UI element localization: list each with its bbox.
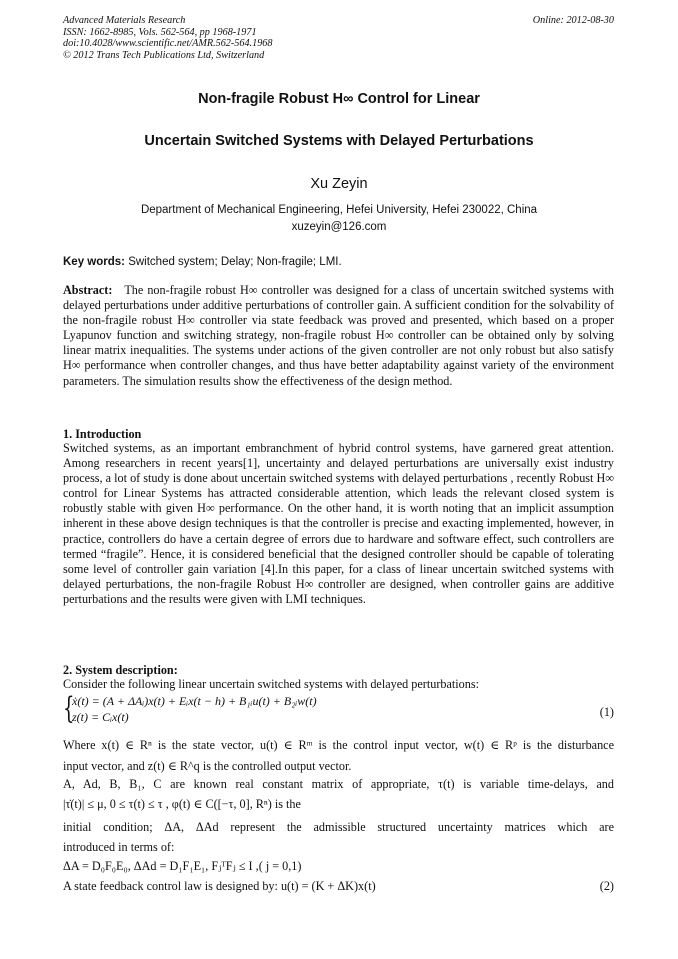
equation-1-line-2: z(t) = Cᵢx(t) [72,710,129,724]
where-line-2: input vector, and z(t) ∈ R^q is the controlled output vector. [63,759,352,773]
matrices-line: A, Ad, B, B₁, C are known real constant matrix of appropriate, τ(t) is variable time-delays, and [63,777,614,791]
title-line-2: Uncertain Switched Systems with Delayed Perturbations [144,133,534,149]
doi-line: doi:10.4028/www.scientific.net/AMR.562-564.1968 [63,38,273,49]
equation-2-number: (2) [599,879,614,893]
control-law: A state feedback control law is designed by: u(t) = (K + ΔK)x(t) [63,879,376,893]
journal-name: Advanced Materials Research [63,15,186,26]
equation-brace: { [63,691,75,726]
keywords [63,256,342,268]
issn-line: ISSN: 1662-8985, Vols. 562-564, pp 1968-1971 [63,26,257,38]
keywords-text: Switched system; Delay; Non-fragile; LMI. [128,256,342,268]
condition-line: |τ̇(t)| ≤ μ, 0 ≤ τ(t) ≤ τ , φ(t) ∈ C([−τ, 0], Rⁿ) is the [63,797,301,811]
author-name: Xu Zeyin [310,176,368,192]
affiliation: Department of Mechanical Engineering, Hefei University, Hefei 230022, China [140,204,538,216]
section-1-heading: 1. Introduction [63,427,142,441]
introduced-line: introduced in terms of: [63,840,175,854]
section-2-heading: 2. System description: [63,663,178,677]
online-date: Online: 2012-08-30 [532,15,614,26]
equation-1-line-1: ẋ(t) = (A + ΔAᵢ)x(t) + Eᵢx(t − h) + B₁ᵢu(t) + B₂ᵢw(t) [72,694,317,708]
title-line-1: Non-fragile Robust H∞ Control for Linear [198,91,480,107]
system-intro: Consider the following linear uncertain switched systems with delayed perturbations: [63,677,479,691]
journal-header [63,15,272,61]
initial-condition-line: initial condition; ΔA, ΔAd represent the admissible structured uncertainty matrices which are [63,820,614,834]
keywords-label: Key words: [63,256,125,268]
introduction-text: Switched systems, as an important embranchment of hybrid control systems, have garnered great attention. Among researchers in recent years[1], uncertainty and delayed perturbations are universally exist industry process, a lot of study is done about uncertain switched systems with delayed perturbations , recently Robust H∞ control for Linear Systems has attracted considerable attention, which leads the relevant closed system is robustly stable with given H∞ performance. On the other hand, it is worth noting that an implicit assumption inherent in these above design techniques is that the controller is precise and exacting implemented, however, in practice, controllers do have a certain degree of errors due to hardware and software effect, such controllers are termed “fragile”. Hence, it is considered beneficial that the designed controller should be capable of tolerating some level of controller gain variation [4].In this paper, for a class of linear uncertain switched systems with delayed perturbations, the non-fragile Robust H∞ controller are designed, when controller gains are additive perturbations and the results were given with LMI techniques. [63,441,614,606]
where-line: Where x(t) ∈ Rⁿ is the state vector, u(t) ∈ Rᵐ is the control input vector, w(t) ∈ Rᵖ is the disturbance [63,738,614,752]
uncertainty-equation: ΔA = D₀F₀E₀, ΔAd = D₁F₁E₁, FⱼᵀFⱼ ≤ I ,( j = 0,1) [63,859,302,873]
abstract [63,283,614,389]
author-email: xuzeyin@126.com [291,221,387,233]
equation-1-number: (1) [599,705,614,719]
abstract-text: The non-fragile robust H∞ controller was designed for a class of uncertain switched systems with delayed perturbations under additive perturbations of controller gain. A sufficient condition for the solvability of the non-fragile robust H∞ controller via state feedback was proved and presented, which based on a proper Lyapunov function and switching strategy, non-fragile robust H∞ controller can be obtained only by solving linear matrix inequalities. The systems under actions of the given controller are not only robust but also satisfy H∞ performance when controller changes, and thus have better adaptability against variety of the environment parameters. The simulation results show the effectiveness of the design method. [63,283,614,388]
abstract-label: Abstract: [63,283,113,297]
copyright-line: © 2012 Trans Tech Publications Ltd, Switzerland [63,49,265,61]
